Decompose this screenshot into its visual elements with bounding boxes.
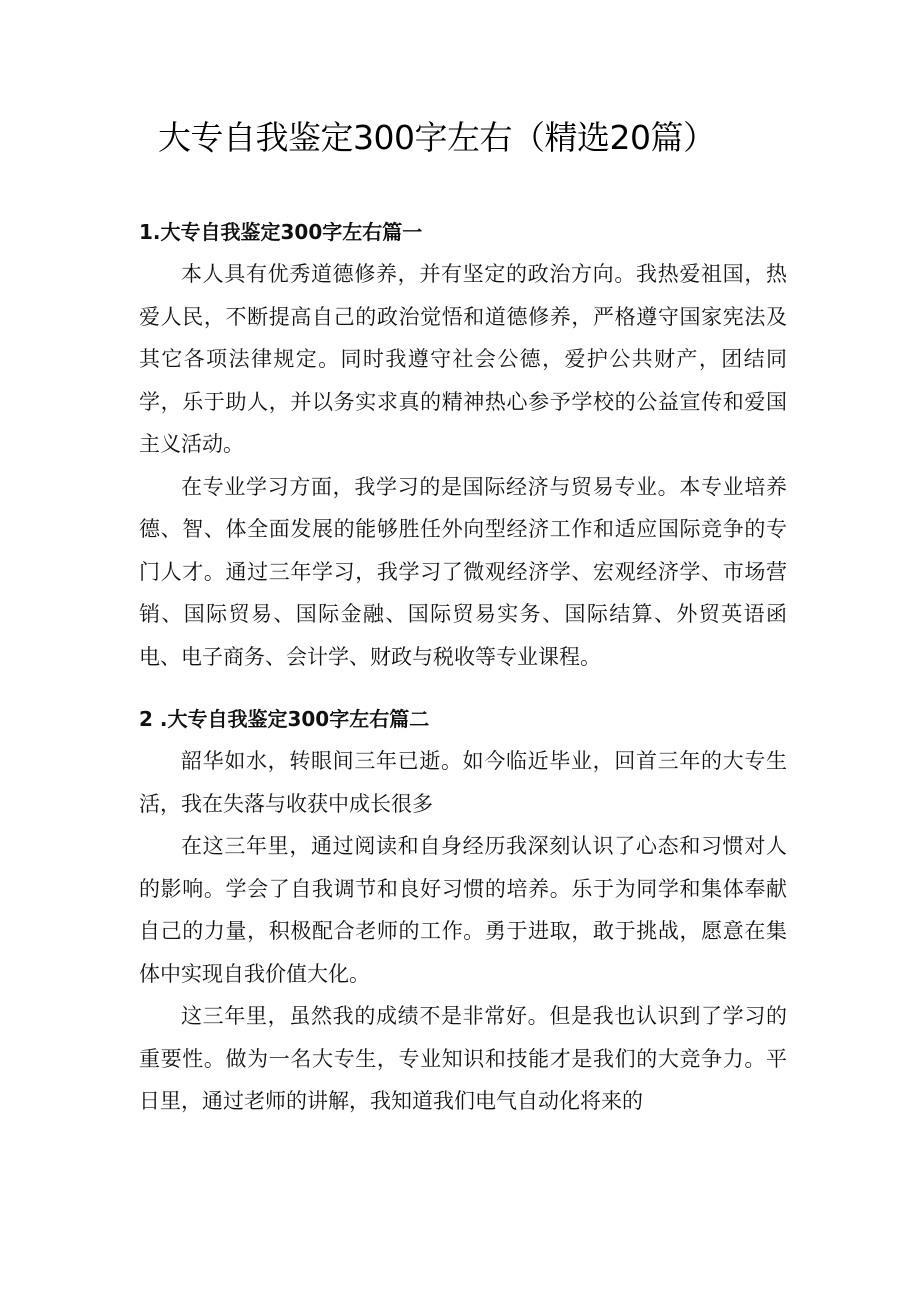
- document-body: [139, 213, 787, 1123]
- section-heading: 1.大专自我鉴定300字左右篇一: [139, 220, 423, 244]
- paragraph: 韶华如水，转眼间三年已逝。如今临近毕业，回首三年的大专生活，我在失落与收获中成长很多: [139, 749, 787, 816]
- section-heading: 2 .大专自我鉴定300字左右篇二: [139, 707, 430, 731]
- paragraph: 在这三年里，通过阅读和自身经历我深刻认识了心态和习惯对人的影响。学会了自我调节和良好习惯的培养。乐于为同学和集体奉献自己的力量，积极配合老师的工作。勇于进取，敢于挑战，愿意在集体中实现自我价值大化。: [139, 834, 787, 986]
- paragraph: 这三年里，虽然我的成绩不是非常好。但是我也认识到了学习的重要性。做为一名大专生，专业知识和技能才是我们的大竞争力。平日里，通过老师的讲解，我知道我们电气自动化将来的: [139, 1004, 787, 1113]
- paragraph: 本人具有优秀道德修养，并有坚定的政治方向。我热爱祖国，热爱人民，不断提高自己的政治觉悟和道德修养，严格遵守国家宪法及其它各项法律规定。同时我遵守社会公德，爱护公共财产，团结同学，乐于助人，并以务实求真的精神热心参予学校的公益宣传和爱国主义活动。: [139, 262, 787, 456]
- document-title: 大专自我鉴定300字左右（精选20篇）: [158, 118, 716, 157]
- paragraph: 在专业学习方面，我学习的是国际经济与贸易专业。本专业培养德、智、体全面发展的能够胜任外向型经济工作和适应国际竞争的专门人才。通过三年学习，我学习了微观经济学、宏观经济学、市场营销、国际贸易、国际金融、国际贸易实务、国际结算、外贸英语函电、电子商务、会计学、财政与税收等专业课程。: [139, 474, 787, 669]
- section-1: [139, 213, 787, 678]
- section-2: [139, 700, 787, 1123]
